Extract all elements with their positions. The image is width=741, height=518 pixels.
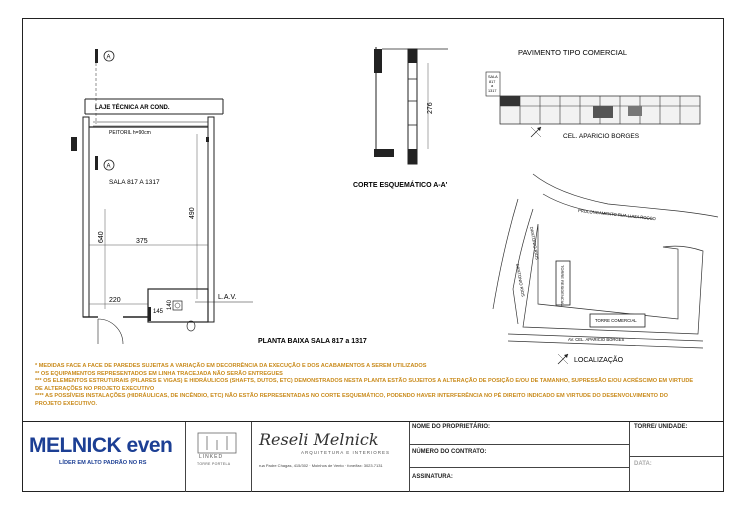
svg-text:a: a — [491, 84, 494, 88]
dim-height-right: 490 — [189, 207, 196, 219]
dim-bottom-width: 220 — [109, 297, 121, 304]
plan-caption: PLANTA BAIXA SALA 817 a 1317 — [258, 338, 367, 345]
section-dim: 276 — [427, 102, 434, 114]
street-left-1: DANTONIO RÍOS — [529, 226, 540, 261]
tech-slab-label: LAJE TÉCNICA AR COND. — [95, 105, 170, 111]
notes-block — [35, 363, 705, 409]
dim-wc-h: 140 — [167, 299, 173, 310]
brand-even: even — [126, 434, 173, 457]
melnick-even-logo — [23, 422, 186, 492]
owner-label: NOME DO PROPRIETÁRIO: — [412, 424, 491, 430]
tower-residential: TORRE RESIDENCIAL — [560, 265, 565, 307]
dim-height-left: 640 — [98, 231, 105, 243]
note-line: PROJETO EXECUTIVO. — [35, 400, 98, 407]
linked-mark-icon — [197, 432, 237, 454]
contract-label: NÚMERO DO CONTRATO: — [412, 449, 487, 455]
reseli-sub: ARQUITETURA E INTERIORES — [301, 450, 391, 455]
sill-label: PEITORIL h=90cm — [109, 130, 151, 136]
signature-field[interactable] — [409, 468, 630, 492]
linked-text: LINKED — [199, 454, 224, 460]
note-line: **** AS POSSÍVEIS INSTALAÇÕES (HIDRÁULICAS, DE INCÊNDIO, ETC) NÃO ESTÃO REPRESENTADAS NO CORTE ESQUEMÁTICO, PODENDO HAVER INTERFERÊNCIA NO PÉ DIREITO INDICADO EM VIRTUDE DO DESENVOLVIMENTO DO — [35, 393, 668, 400]
floor-street: CEL. APARICIO BORGES — [563, 133, 640, 140]
owner-field[interactable] — [409, 422, 630, 445]
dim-wc-w: 145 — [153, 309, 164, 315]
svg-text:SALA: SALA — [488, 75, 498, 79]
owner-fields — [409, 422, 723, 492]
location-caption: LOCALIZAÇÃO — [574, 357, 624, 364]
street-bottom: AV. CEL. APARÍCIO BORGES — [568, 337, 625, 342]
contract-field[interactable] — [409, 445, 630, 468]
unit-field[interactable] — [630, 422, 723, 457]
svg-text:817: 817 — [489, 80, 496, 84]
linked-logo — [185, 422, 252, 492]
brand-melnick: MELNICK — [29, 434, 122, 457]
dim-width: 375 — [136, 238, 148, 245]
reseli-name: Reseli Melnick — [259, 430, 379, 449]
section-marker-top — [95, 49, 114, 124]
signature-label: ASSINATURA: — [412, 474, 453, 480]
drawing-sheet — [22, 18, 724, 492]
reseli-logo — [251, 422, 410, 492]
typical-floor-plan — [478, 44, 718, 154]
title-block — [23, 421, 723, 492]
svg-text:A: A — [106, 54, 111, 61]
note-line: *** OS ELEMENTOS ESTRUTURAIS (PILARES E VIGAS) E HIDRÁULICOS (SHAFTS, DUTOS, ETC) DEMONSTRADOS NESTA PLANTA ESTÃO SUJEITOS A ALTERAÇÃO DE POSIÇÃO E/OU DE TAMANHO, SUPRESSÃO E/OU ACRÉSCIMO EM VIRTUDE — [35, 378, 694, 385]
linked-sub: TORRE PORTELA — [197, 462, 231, 466]
street-top: PROLONGAMENTO RUA LUIZA ROCCO — [577, 208, 657, 222]
svg-text:A: A — [106, 163, 111, 170]
date-field[interactable] — [630, 457, 723, 492]
floor-title: PAVIMENTO TIPO COMERCIAL — [518, 48, 628, 57]
unit-label: TORRE/ UNIDADE: — [634, 424, 688, 430]
section-marker-mid — [95, 156, 114, 170]
section-caption: CORTE ESQUEMÁTICO A-A' — [353, 182, 448, 189]
room-label: SALA 817 A 1317 — [109, 179, 160, 186]
date-label: DATA: — [634, 461, 652, 467]
location-map — [478, 169, 723, 369]
floor-plan — [23, 19, 367, 359]
street-left-2: DANTONIO RÍOS — [515, 263, 526, 298]
note-line: * MEDIDAS FACE A FACE DE PAREDES SUJEITAS A VARIAÇÃO EM DECORRÊNCIA DA EXECUÇÃO E DOS ACABAMENTOS A SEREM UTILIZADOS — [35, 363, 427, 369]
note-line: DE ALTERAÇÕES NO PROJETO EXECUTIVO — [35, 385, 155, 392]
tower-commercial: TORRE COMERCIAL — [595, 318, 637, 323]
svg-text:1317: 1317 — [488, 89, 497, 93]
brand-tagline: LÍDER EM ALTO PADRÃO NO RS — [59, 460, 147, 466]
note-line: ** OS EQUIPAMENTOS REPRESENTADOS EM LINHA TRACEJADA NÃO SERÃO ENTREGUES — [35, 370, 283, 377]
reseli-address: rua Padre Chagas, 415/302 · Moinhos de Vento · fone/fax: 3023.7131 — [259, 463, 383, 468]
lav-label: L.A.V. — [218, 294, 237, 301]
